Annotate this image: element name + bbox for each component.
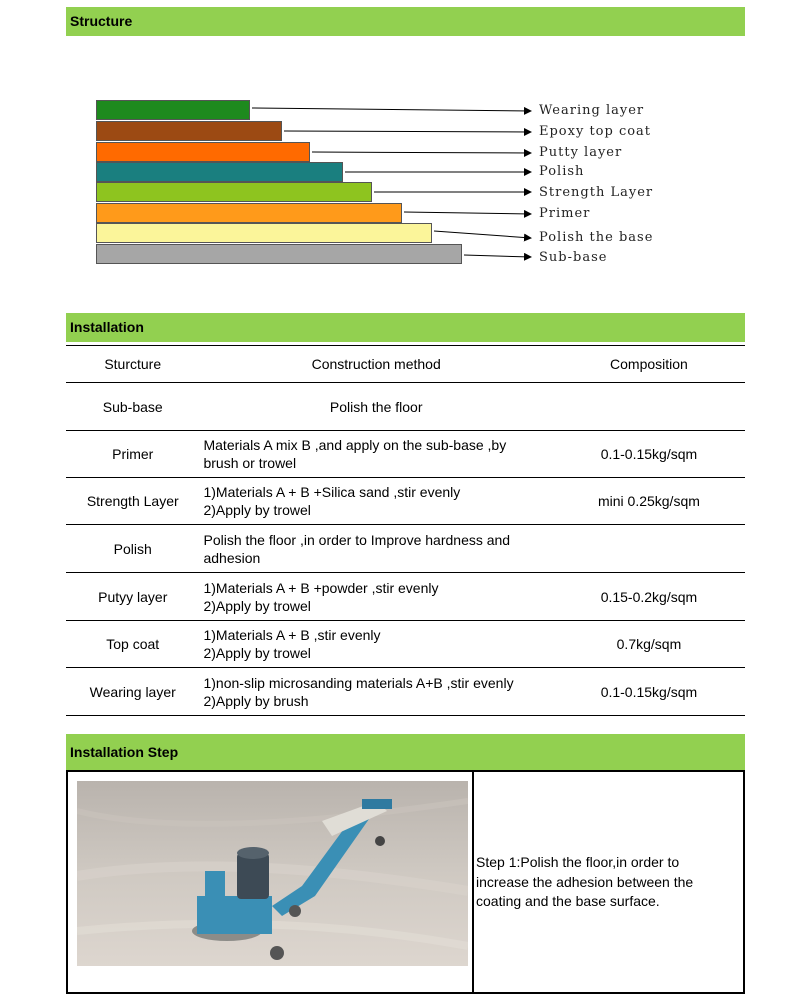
table-row	[66, 668, 745, 716]
cell-structure: Top coat	[66, 621, 199, 668]
cell-method	[199, 668, 552, 716]
layer-label-epoxy-top-coat: Epoxy top coat	[539, 124, 652, 139]
installation-header: Installation	[66, 313, 745, 342]
layer-label-sub-base: Sub-base	[539, 250, 608, 265]
cell-composition: 0.1-0.15kg/sqm	[553, 668, 745, 716]
cell-method	[199, 621, 552, 668]
method-line: 2)Apply by trowel	[203, 645, 311, 661]
table-row	[66, 573, 745, 621]
cell-composition: 0.7kg/sqm	[553, 621, 745, 668]
layer-label-primer: Primer	[539, 206, 591, 221]
step-1-line: coating and the base surface.	[476, 893, 660, 909]
table-header-row	[66, 346, 745, 383]
step-1-description	[476, 853, 736, 912]
method-line: 2)Apply by trowel	[203, 597, 311, 614]
method-line: 1)Materials A + B +Silica sand ,stir evenly	[203, 484, 461, 500]
cell-composition: mini 0.25kg/sqm	[553, 478, 745, 525]
method-line: Polish the floor ,in order to Improve hardness and	[203, 531, 511, 548]
method-line: brush or trowel	[203, 455, 297, 471]
col-header-structure: Sturcture	[66, 346, 199, 383]
layer-label-putty: Putty layer	[539, 145, 623, 160]
floor-grinder-photo	[77, 781, 468, 966]
cell-method	[199, 478, 552, 525]
layer-label-wearing: Wearing layer	[539, 103, 645, 118]
cell-composition	[553, 383, 745, 431]
installation-step-header: Installation Step	[66, 734, 745, 770]
table-row	[66, 383, 745, 431]
cell-structure: Putyy layer	[66, 573, 199, 621]
step-divider	[472, 770, 474, 994]
method-line: adhesion	[203, 549, 261, 566]
method-line: 1)Materials A + B +powder ,stir evenly	[203, 579, 439, 596]
method-line: 2)Apply by trowel	[203, 502, 311, 518]
cell-composition: 0.1-0.15kg/sqm	[553, 431, 745, 478]
cell-structure: Primer	[66, 431, 199, 478]
col-header-composition: Composition	[553, 346, 745, 383]
table-row	[66, 621, 745, 668]
step-1-line: increase the adhesion between the	[476, 873, 694, 890]
layer-label-strength: Strength Layer	[539, 185, 654, 200]
cell-structure: Wearing layer	[66, 668, 199, 716]
col-header-method: Construction method	[199, 346, 552, 383]
cell-structure: Strength Layer	[66, 478, 199, 525]
cell-method	[199, 573, 552, 621]
layer-label-polish: Polish	[539, 164, 585, 179]
cell-method	[199, 383, 552, 431]
table-row	[66, 525, 745, 573]
cell-composition	[553, 525, 745, 573]
layer-label-polish-base: Polish the base	[539, 230, 654, 245]
cell-method	[199, 431, 552, 478]
table-row	[66, 431, 745, 478]
table-row	[66, 478, 745, 525]
method-line: 1)Materials A + B ,stir evenly	[203, 627, 381, 643]
method-line: Materials A mix B ,and apply on the sub-base ,by	[203, 437, 507, 453]
method-line: 1)non-slip microsanding materials A+B ,stir evenly	[203, 674, 514, 691]
layer-arrows	[0, 0, 812, 300]
cell-method	[199, 525, 552, 573]
cell-structure: Polish	[66, 525, 199, 573]
cell-structure: Sub-base	[66, 383, 199, 431]
step-1-line: Step 1:Polish the floor,in order to	[476, 854, 680, 870]
method-line: 2)Apply by brush	[203, 692, 309, 709]
structure-header: Structure	[66, 7, 745, 36]
method-line: Polish the floor	[329, 398, 423, 415]
cell-composition: 0.15-0.2kg/sqm	[553, 573, 745, 621]
installation-table	[66, 345, 745, 716]
